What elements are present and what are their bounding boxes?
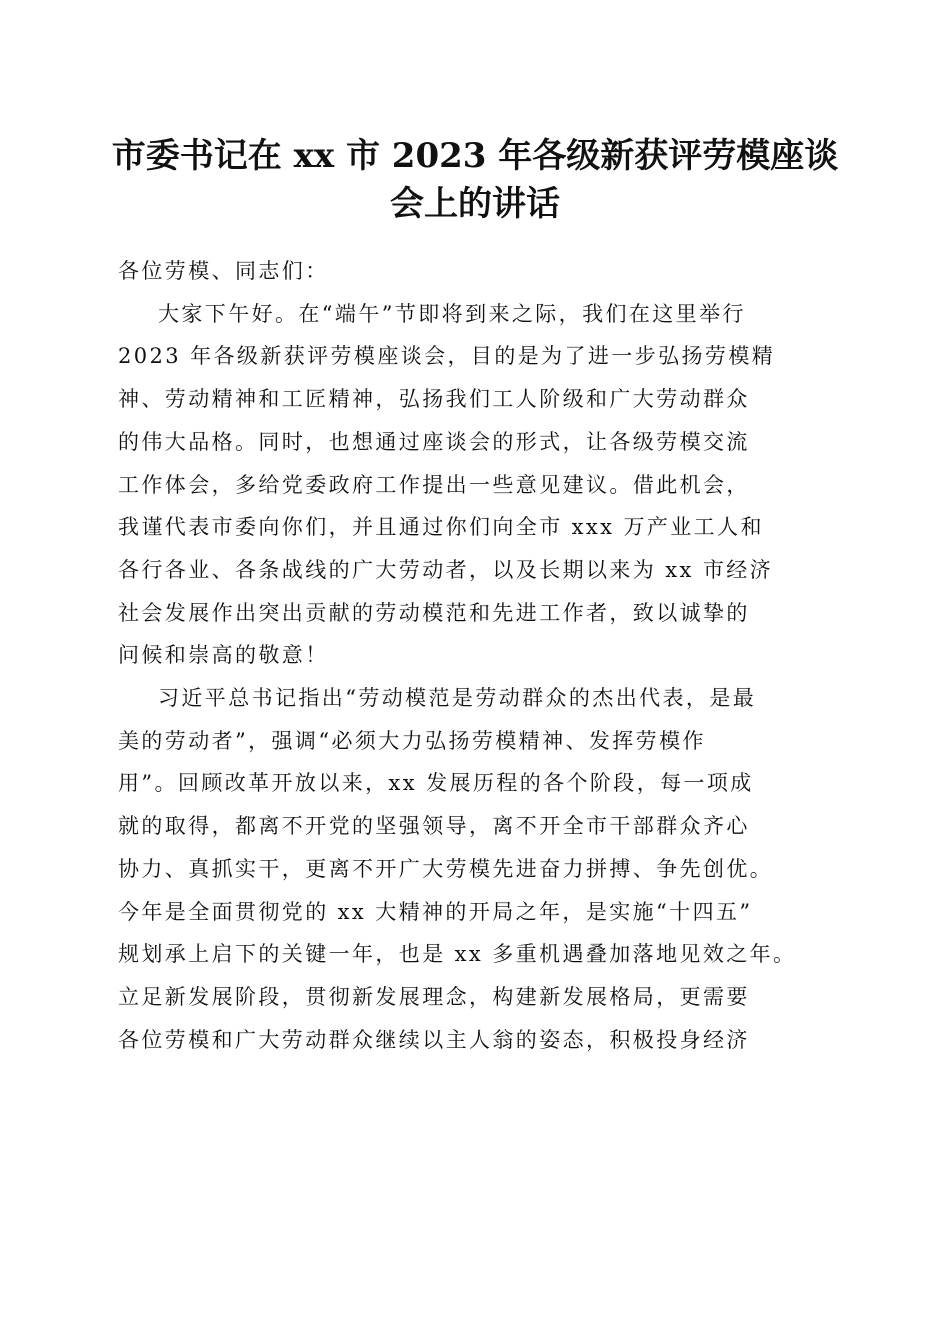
- paragraph-2-line: 立足新发展阶段，贯彻新发展理念，构建新发展格局，更需要: [118, 984, 750, 1009]
- paragraph-2-line: 习近平总书记指出“劳动模范是劳动群众的杰出代表，是最: [158, 686, 757, 711]
- paragraph-1-line: 神、劳动精神和工匠精神，弘扬我们工人阶级和广大劳动群众: [118, 387, 750, 412]
- paragraph-2-line: 用”。回顾改革开放以来，xx 发展历程的各个阶段，每一项成: [118, 771, 754, 796]
- paragraph-2-line: 协力、真抓实干，更离不开广大劳模先进奋力拼搏、争先创优。: [118, 856, 774, 881]
- paragraph-1-line: 工作体会，多给党委政府工作提出一些意见建议。借此机会，: [118, 472, 750, 497]
- paragraph-1-line: 问候和崇高的敬意！: [118, 643, 329, 668]
- paragraph-2-line: 就的取得，都离不开党的坚强领导，离不开全市干部群众齐心: [118, 814, 750, 839]
- paragraph-2-line: 今年是全面贯彻党的 xx 大精神的开局之年，是实施“十四五”: [118, 899, 753, 924]
- paragraph-1-line: 各行各业、各条战线的广大劳动者，以及长期以来为 xx 市经济: [118, 557, 774, 582]
- paragraph-1-line: 社会发展作出突出贡献的劳动模范和先进工作者，致以诚挚的: [118, 600, 750, 625]
- paragraph-2-line: 美的劳动者”，强调“必须大力弘扬劳模精神、发挥劳模作: [118, 728, 706, 753]
- paragraph-1-line: 的伟大品格。同时，也想通过座谈会的形式，让各级劳模交流: [118, 429, 750, 454]
- title-line-2: 会上的讲话: [390, 184, 560, 224]
- paragraph-2-line: 规划承上启下的关键一年，也是 xx 多重机遇叠加落地见效之年。: [118, 942, 797, 967]
- paragraph-1-line: 我谨代表市委向你们，并且通过你们向全市 xxx 万产业工人和: [118, 515, 764, 540]
- paragraph-1-line: 大家下午好。在“端午”节即将到来之际，我们在这里举行: [158, 301, 746, 326]
- paragraph-2-line: 各位劳模和广大劳动群众继续以主人翁的姿态，积极投身经济: [118, 1027, 750, 1052]
- document-title: [100, 132, 850, 228]
- title-line-1: 市委书记在 xx 市 2023 年各级新获评劳模座谈: [111, 136, 839, 176]
- document-body: [118, 250, 858, 1061]
- salutation: 各位劳模、同志们：: [118, 259, 329, 283]
- paragraph-1-line: 2023 年各级新获评劳模座谈会，目的是为了进一步弘扬劳模精: [118, 344, 776, 369]
